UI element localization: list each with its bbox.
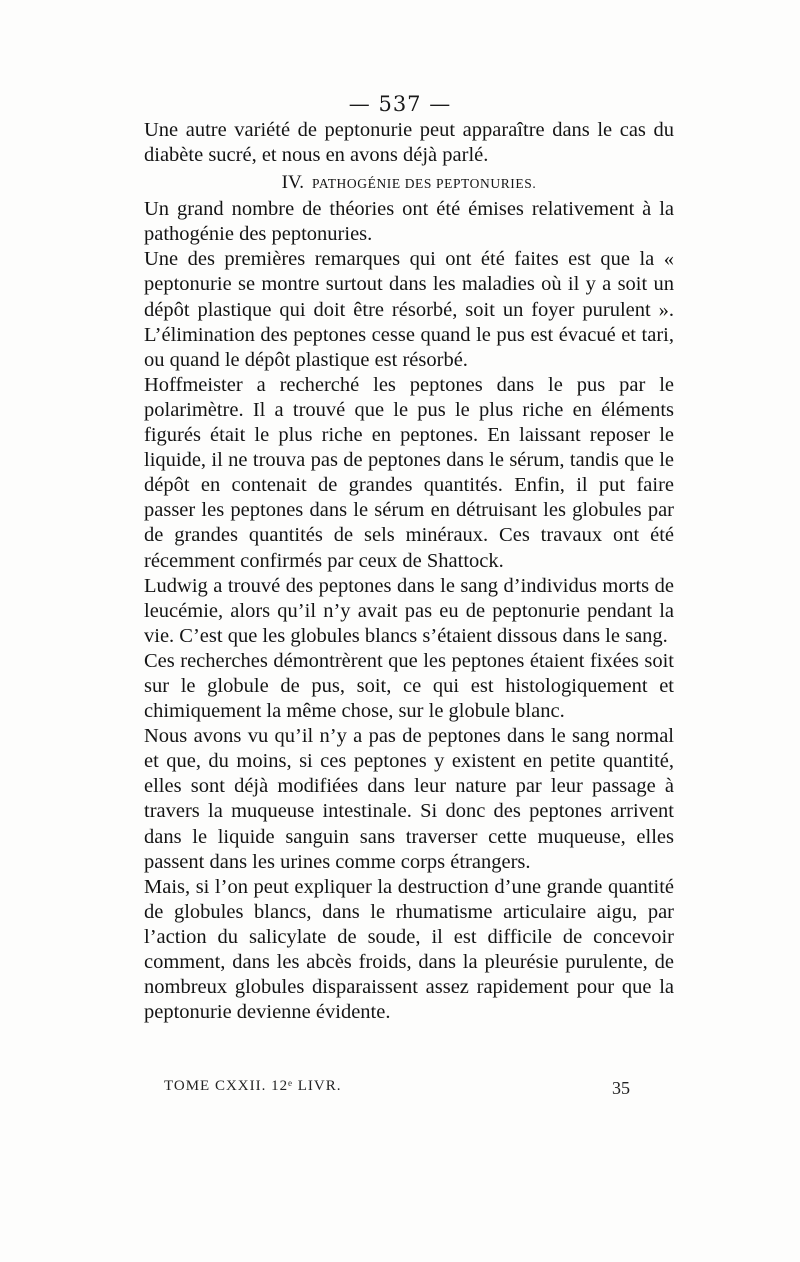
paragraph-normal-blood: Nous avons vu qu’il n’y a pas de peptones dans le sang normal et que, du moins, si ces peptones y existent en petite quantité, elles sont déjà modifiées dans leur nature par leur passage à travers la muqueuse intestinale. Si donc des peptones arrivent dans le liquide sanguin sans traverser cette muqueuse, elles passent dans les urines comme corps étrangers. [144,725,674,873]
paragraph-hoffmeister: Hoffmeister a recherché les peptones dans le pus par le polarimètre. Il a trouvé que le pus le plus riche en éléments figurés était le plus riche en peptones. En laissant reposer le liquide, il ne trouva pas de peptones dans le sérum, tandis que le dépôt en contenait de grandes quantités. Enfin, il put faire passer les peptones dans le sérum en détruisant les globules par de grandes quantités de sels minéraux. Ces travaux ont été récemment confirmés par ceux de Shattock. [144,373,674,572]
paragraph-ludwig: Ludwig a trouvé des peptones dans le sang d’individus morts de leucémie, alors qu’il n’y avait pas eu de peptonurie pendant la vie. C’est que les globules blancs s’étaient dissous dans le sang. [144,574,674,647]
section-heading [144,172,674,195]
body-text [144,118,674,1025]
sheet-number: 35 [612,1078,630,1098]
section-title: PATHOGÉNIE DES PEPTONURIES. [311,176,537,192]
paragraph-destruction: Mais, si l’on peut expliquer la destruction d’une grande quantité de globules blancs, dans le rhumatisme articulaire aigu, par l’action du salicylate de soude, il est difficile de concevoir comment, dans les abcès froids, dans la pleurésie purulente, de nombreux globules disparaissent assez rapidement pour que la peptonurie devienne évidente. [144,875,674,1024]
page-footer [164,1078,630,1099]
paragraph-research-results: Ces recherches démontrèrent que les peptones étaient fixées soit sur le globule de pus, soit, ce qui est histologiquement et chimiquement la même chose, sur le globule blanc. [144,649,674,723]
paragraph-theories: Un grand nombre de théories ont été émises relativement à la pathogénie des peptonuries. [144,198,674,246]
paragraph-diabetes: Une autre variété de peptonurie peut apparaître dans le cas du diabète sucré, et nous en avons déjà parlé. [144,119,674,167]
paragraph-first-remarks: Une des premières remarques qui ont été faites est que la « peptonurie se montre surtout dans les maladies où il y a soit un dépôt plastique qui doit être résorbé, soit un foyer purulent ». L’élimination des peptones cesse quand le pus est évacué et tari, ou quand le dépôt plastique est résorbé. [144,248,674,371]
printer-signature: TOME CXXII. 12ᵉ LIVR. [164,1078,342,1094]
section-numeral: IV. [281,172,304,194]
page-number: — 537 — [348,92,452,116]
